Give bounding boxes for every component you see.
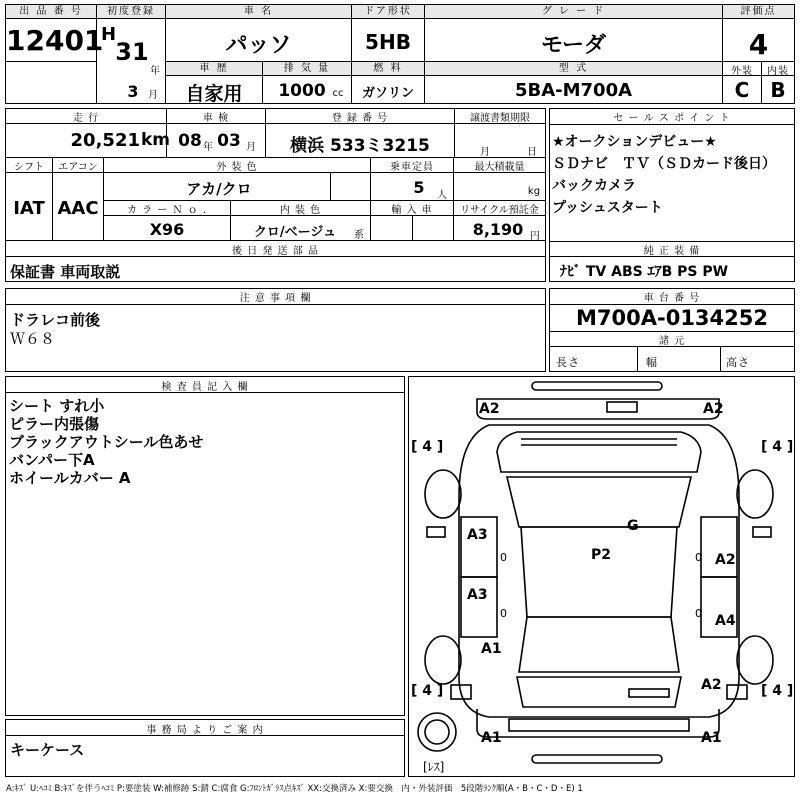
mileage-label: 走 行: [72, 113, 100, 124]
chassis-label: 車 台 番 号: [643, 293, 701, 304]
displacement-label: 排 気 量: [263, 62, 351, 75]
reg-year-unit: 年: [150, 66, 160, 77]
chassis-number: M700A-0134252: [576, 306, 768, 330]
damage-mark: P2: [591, 547, 612, 563]
lot-label: 出 品 番 号: [6, 5, 96, 19]
sales-line: ＳＤナビ ＴＶ（ＳＤカード後日）: [552, 156, 776, 172]
transfer-day: 日: [527, 147, 537, 158]
notes-line: Ｗ６８: [10, 330, 56, 348]
later-parts-label: 後 日 発 送 部 品: [232, 246, 319, 257]
height-label: 高さ: [726, 356, 750, 369]
damage-mark: 0: [695, 607, 702, 620]
damage-mark: 0: [500, 551, 507, 564]
damage-mark: A1: [481, 730, 502, 746]
mileage: 20,521: [70, 130, 140, 151]
shift: IAT: [13, 198, 45, 219]
damage-mark: G: [627, 518, 639, 534]
notes-label: 注 意 事 項 欄: [239, 293, 312, 304]
mileage-unit: km: [141, 130, 171, 150]
interior-label: 内装: [767, 66, 789, 77]
history-label: 車 歴: [166, 62, 262, 75]
dimensions-label: 諸 元: [658, 336, 686, 347]
legend-footer: A:ｷｽﾞ U:ﾍｺﾐ B:ｷｽﾞを伴うﾍｺﾐ P:要塗装 W:補修跡 S:錆 C:腐食 G:ﾌﾛﾝﾄｶﾞﾗｽ点ｷｽﾞ XX:交換済み X:要交換 内・外装評価 5段階ﾗﾝｸ順(A・B・C・D・E) 1: [6, 784, 583, 794]
inspector-line: シート すれ小: [9, 397, 105, 415]
damage-mark: A1: [481, 641, 502, 657]
reg-month-unit: 月: [148, 90, 158, 101]
plate-number: 横浜 533ミ3215: [290, 136, 430, 156]
tire-mark: [ 4 ]: [761, 439, 794, 455]
office-note: キーケース: [10, 741, 85, 759]
inspector-line: ホイールカバー A: [9, 469, 131, 487]
sales-label: セ ー ル ス ポ イ ン ト: [613, 113, 731, 124]
grade-label: グ レ ー ド: [425, 5, 722, 19]
model: 5BA-M700A: [514, 80, 633, 101]
car-outline: [409, 377, 794, 776]
notes-line: ドラレコ前後: [10, 311, 101, 329]
load-unit: kg: [527, 186, 541, 197]
inspection-year-unit: 年: [203, 142, 213, 153]
spare-tire-mark: [ﾚｽ]: [423, 760, 445, 774]
recycle-unit: 円: [530, 231, 540, 242]
tire-mark: [ 4 ]: [411, 683, 444, 699]
office-label: 事 務 局 よ り ご 案 内: [146, 725, 264, 736]
damage-mark: A2: [701, 677, 722, 693]
color-no-label: カ ラ ー Ｎ ｏ .: [126, 205, 208, 216]
sales-line: バックカメラ: [552, 178, 636, 194]
inspection-month: 03: [217, 131, 241, 151]
plate-label: 登 録 番 号: [331, 113, 389, 124]
inspector-label: 検 査 員 記 入 欄: [161, 382, 249, 393]
damage-mark: A1: [701, 730, 722, 746]
interior-color-unit: 系: [354, 230, 364, 241]
door-label: ドア形状: [352, 5, 424, 19]
capacity: 5: [413, 178, 425, 197]
length-label: 長さ: [556, 356, 580, 369]
lot-number: 12401: [6, 24, 104, 57]
transfer-month: 月: [480, 147, 490, 158]
interior-grade: B: [770, 78, 786, 102]
inspector-line: ピラー内張傷: [9, 415, 100, 433]
inspection-year: 08: [178, 131, 202, 151]
sales-line: ★オークションデビュー★: [552, 134, 717, 150]
score: 4: [748, 28, 769, 61]
fuel-label: 燃 料: [352, 62, 424, 75]
ac: AAC: [57, 198, 99, 219]
transfer-label: 譲渡書類期限: [470, 113, 530, 124]
damage-mark: A2: [703, 401, 724, 417]
color-label: 外 装 色: [216, 162, 258, 173]
capacity-unit: 人: [437, 190, 447, 201]
damage-mark: A3: [467, 587, 488, 603]
tire-mark: [ 4 ]: [411, 439, 444, 455]
car-name-label: 車 名: [166, 5, 351, 19]
interior-color: クロ/ベージュ: [253, 225, 337, 240]
capacity-label: 乗車定員: [390, 162, 434, 173]
exterior-color: アカ/クロ: [186, 180, 252, 198]
model-label: 型 式: [425, 62, 722, 75]
damage-mark: A3: [467, 527, 488, 543]
import-label: 輸 入 車: [391, 205, 433, 216]
sales-line: プッシュスタート: [552, 200, 663, 216]
grade: モーダ: [540, 33, 607, 58]
color-number: X96: [149, 220, 185, 239]
first-reg-label: 初度登録: [97, 5, 165, 19]
load-label: 最大積載量: [474, 162, 525, 173]
damage-mark: A2: [479, 401, 500, 417]
history: 自家用: [185, 83, 243, 105]
inspector-line: バンパー下A: [9, 451, 95, 469]
later-parts: 保証書 車両取説: [10, 263, 121, 281]
door-type: 5HB: [365, 30, 411, 54]
inspection-month-unit: 月: [246, 142, 256, 153]
recycle-fee: 8,190: [472, 220, 524, 239]
exterior-grade: C: [734, 78, 750, 102]
reg-year: 31: [115, 38, 149, 66]
damage-mark: A2: [715, 552, 736, 568]
score-label: 評価点: [723, 5, 794, 19]
tire-mark: [ 4 ]: [761, 683, 794, 699]
equipment-label: 純 正 装 備: [643, 246, 701, 257]
equipment-list: ﾅﾋﾞ TV ABS ｴｱB PS PW: [560, 264, 729, 280]
width-label: 幅: [646, 356, 658, 369]
shift-label: シフト: [14, 162, 44, 173]
exterior-label: 外装: [731, 66, 753, 77]
interior-color-label: 内 装 色: [279, 205, 322, 216]
reg-month: 3: [127, 82, 139, 101]
displacement-unit: cc: [332, 88, 344, 99]
car-name: パッソ: [225, 33, 292, 58]
ac-label: エアコン: [58, 162, 98, 173]
inspection-label: 車 検: [202, 113, 230, 124]
car-diagram: [408, 376, 795, 777]
damage-mark: 0: [695, 551, 702, 564]
damage-mark: A4: [715, 613, 736, 629]
fuel: ガソリン: [361, 86, 414, 101]
recycle-label: リサイクル預託金: [460, 205, 539, 216]
damage-mark: 0: [500, 607, 507, 620]
inspector-line: ブラックアウトシール色あせ: [9, 433, 204, 451]
era: H: [101, 24, 117, 45]
displacement: 1000: [278, 81, 326, 101]
